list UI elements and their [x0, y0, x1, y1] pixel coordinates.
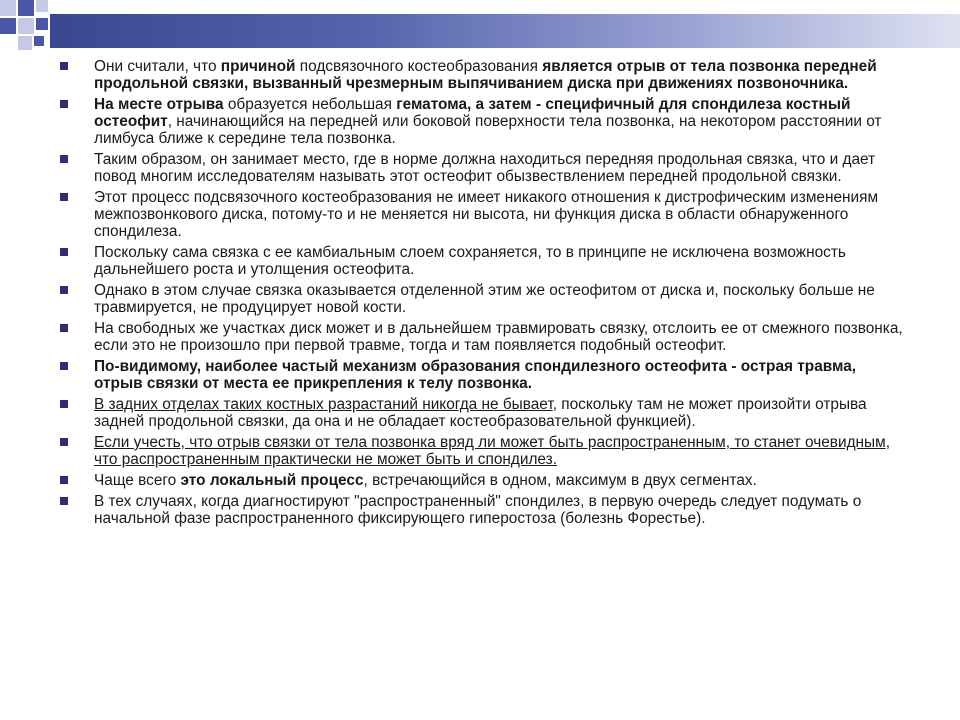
text-run: Таким образом, он занимает место, где в норме должна находиться передняя продольная связка, что и дает повод многим исследователям называть этот остеофит обызвествлением передней продольной связки. — [94, 151, 876, 185]
list-item — [58, 244, 908, 278]
square-bullet-icon — [60, 286, 68, 294]
list-item-text — [94, 472, 757, 489]
deco-square — [18, 18, 34, 34]
text-run: Этот процесс подсвязочного костеобразования не имеет никакого отношения к дистрофическим изменениям межпозвонкового диска, потому-то и не меняется ни высота, ни функция диска в области обнаруженного спондилеза. — [94, 189, 879, 240]
list-item-text — [94, 282, 875, 316]
list-item — [58, 58, 908, 92]
text-run: По-видимому, наиболее частый механизм образования спондилезного остеофита - острая травма, отрыв связки от места ее прикрепления к телу позвонка. — [94, 358, 857, 392]
list-item-text — [94, 189, 878, 240]
square-bullet-icon — [60, 324, 68, 332]
square-bullet-icon — [60, 438, 68, 446]
list-item — [58, 493, 908, 527]
square-bullet-icon — [60, 100, 68, 108]
square-bullet-icon — [60, 193, 68, 201]
list-item — [58, 434, 908, 468]
text-run: , встречающийся в одном, максимум в двух сегментах. — [363, 472, 757, 489]
list-item-text — [94, 320, 903, 354]
list-item-text — [94, 151, 875, 185]
list-item — [58, 282, 908, 316]
text-run: , начинающийся на передней или боковой поверхности тела позвонка, на некотором расстоянии от лимбуса ближе к середине тела позвонка. — [94, 113, 882, 147]
list-item-text — [94, 358, 856, 392]
list-item-text — [94, 493, 861, 527]
deco-square — [18, 36, 32, 50]
text-run: На месте отрыва — [94, 96, 224, 113]
text-run: Однако в этом случае связка оказывается отделенной этим же остеофитом от диска и, поскольку больше не травмируется, не продуцирует новой кости. — [94, 282, 875, 316]
text-run: образуется небольшая — [223, 96, 397, 113]
list-item-text — [94, 396, 867, 430]
text-run: , поскольку там не может произойти отрыва задней продольной связки, да она и не обладает костеобразовательной функцией). — [94, 396, 867, 430]
list-item — [58, 396, 908, 430]
title-bar-gradient — [50, 14, 960, 48]
list-item — [58, 320, 908, 354]
text-run: является отрыв от тела позвонка передней продольной связки, вызванный чрезмерным выпячиванием диска при движениях позвоночника. — [94, 58, 877, 92]
deco-square — [18, 0, 34, 16]
text-run: это локальный процесс — [180, 472, 364, 489]
square-bullet-icon — [60, 362, 68, 370]
deco-square — [0, 18, 16, 34]
text-run: причиной — [220, 58, 296, 75]
list-item — [58, 472, 908, 489]
square-bullet-icon — [60, 62, 68, 70]
list-item-text — [94, 434, 890, 468]
square-bullet-icon — [60, 155, 68, 163]
text-run: В задних отделах таких костных разрастаний никогда не бывает — [94, 396, 553, 413]
bullet-list — [58, 58, 908, 531]
square-bullet-icon — [60, 476, 68, 484]
list-item-text — [94, 58, 877, 92]
text-run: Поскольку сама связка с ее камбиальным слоем сохраняется, то в принципе не исключена возможность дальнейшего роста и утолщения остеофита. — [94, 244, 846, 278]
square-bullet-icon — [60, 497, 68, 505]
text-run: На свободных же участках диск может и в дальнейшем травмировать связку, отслоить ее от смежного позвонка, если это не произошло при первой травме, тогда и там появляется подобный остеофит. — [94, 320, 903, 354]
text-run: Если учесть, что отрыв связки от тела позвонка вряд ли может быть распространенным, то станет очевидным, что распространенным практически не может быть и спондилез. — [94, 434, 890, 468]
text-run: Они считали, что — [94, 58, 221, 75]
list-item — [58, 189, 908, 240]
deco-square — [36, 18, 48, 30]
text-run: Чаще всего — [94, 472, 181, 489]
text-run: В тех случаях, когда диагностируют "распространенный" спондилез, в первую очередь следует подумать о начальной фазе распространенного фиксирующего гиперостоза (болезнь Форестье). — [94, 493, 862, 527]
list-item-text — [94, 96, 881, 147]
square-bullet-icon — [60, 248, 68, 256]
square-bullet-icon — [60, 400, 68, 408]
decorative-header — [0, 0, 960, 60]
list-item-text — [94, 244, 846, 278]
text-run: гематома, а затем - специфичный для спондилеза костный остеофит — [94, 96, 851, 130]
text-run: подсвязочного костеобразования — [295, 58, 543, 75]
list-item — [58, 358, 908, 392]
list-item — [58, 151, 908, 185]
deco-square — [34, 36, 44, 46]
deco-square — [0, 0, 16, 16]
deco-square — [36, 0, 48, 12]
list-item — [58, 96, 908, 147]
